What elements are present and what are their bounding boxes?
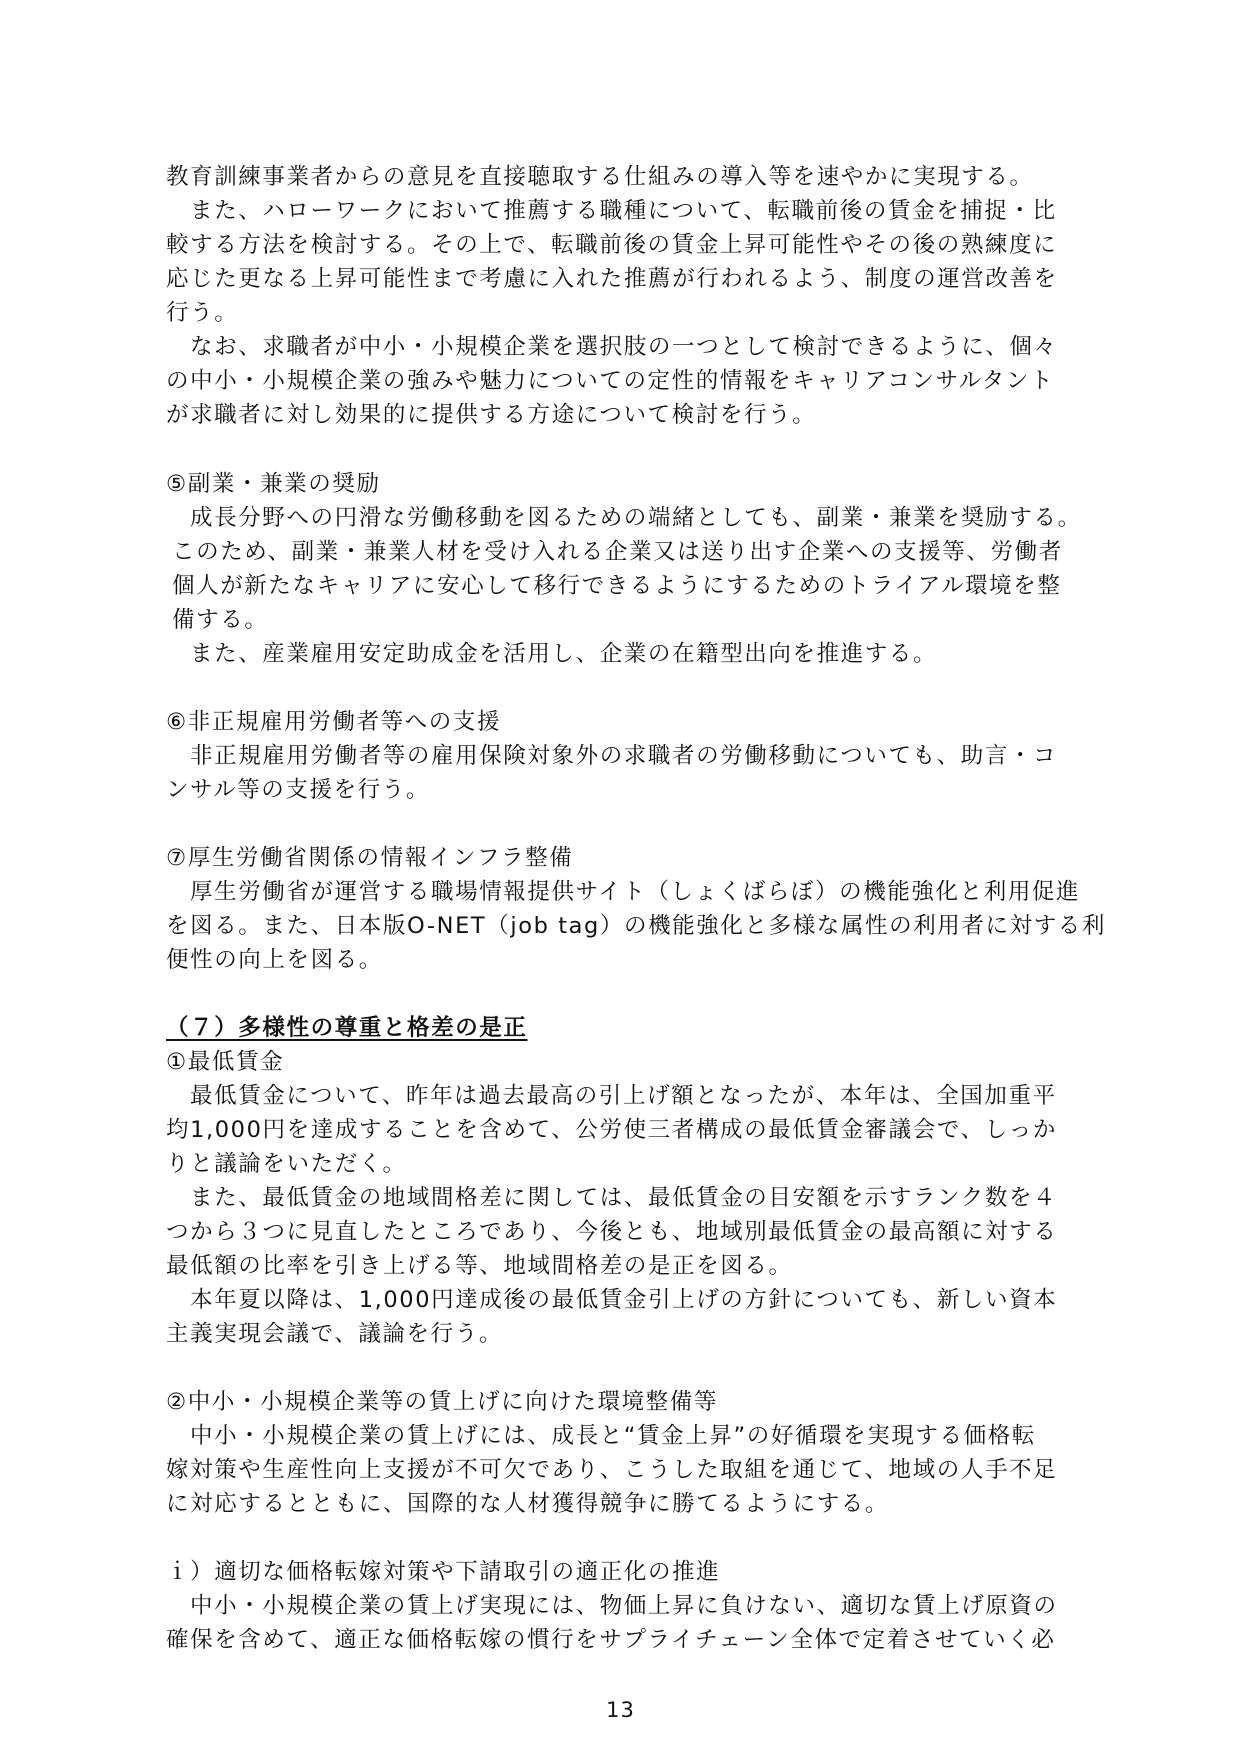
paragraph-line: 行う。: [166, 300, 239, 326]
paragraph-line: が求職者に対し効果的に提供する方途について検討を行う。: [166, 402, 817, 428]
paragraph-line: 便性の向上を図る。: [166, 947, 383, 973]
paragraph-line: 嫁対策や生産性向上支援が不可欠であり、こうした取組を通じて、地域の人手不足: [166, 1457, 1058, 1483]
paragraph-line: このため、副業・兼業人材を受け入れる企業又は送り出す企業への支援等、労働者: [172, 539, 1063, 565]
section-heading-price-pass-through: ｉ）適切な価格転嫁対策や下請取引の適正化の推進: [166, 1559, 721, 1585]
paragraph-line: 最低賃金について、昨年は過去最高の引上げ額となったが、本年は、全国加重平: [190, 1083, 1057, 1109]
page-number: 13: [606, 1698, 635, 1722]
paragraph-line: つから３つに見直したところであり、今後とも、地域別最低賃金の最高額に対する: [166, 1219, 1058, 1245]
paragraph-line: に対応するとともに、国際的な人材獲得競争に勝てるようにする。: [166, 1491, 890, 1517]
paragraph-line: ンサル等の支援を行う。: [166, 777, 430, 803]
paragraph-line: 個人が新たなキャリアに安心して移行できるようにするためのトライアル環境を整: [172, 573, 1062, 599]
section-heading-side-job: ⑤副業・兼業の奨励: [166, 471, 381, 497]
paragraph-line: 備する。: [172, 607, 269, 633]
section-heading-non-regular: ⑥非正規雇用労働者等への支援: [166, 709, 502, 735]
paragraph-line: りと議論をいただく。: [166, 1151, 407, 1177]
paragraph-line: 中小・小規模企業の賃上げ実現には、物価上昇に負けない、適切な賃上げ原資の: [190, 1593, 1058, 1619]
paragraph-line: 厚生労働省が運営する職場情報提供サイト（しょくばらぼ）の機能強化と利用促進: [190, 879, 1081, 905]
paragraph-line: 確保を含めて、適正な価格転嫁の慣行をサプライチェーン全体で定着させていく必: [166, 1627, 1056, 1653]
paragraph-line: 中小・小規模企業の賃上げには、成長と“賃金上昇”の好循環を実現する価格転: [190, 1423, 1036, 1449]
paragraph-line: また、産業雇用安定助成金を活用し、企業の在籍型出向を推進する。: [190, 641, 938, 667]
paragraph-line: 教育訓練事業者からの意見を直接聴取する仕組みの導入等を速やかに実現する。: [166, 164, 1034, 190]
section-heading-diversity: （７）多様性の尊重と格差の是正: [166, 1015, 528, 1041]
paragraph-line: なお、求職者が中小・小規模企業を選択肢の一つとして検討できるように、個々: [190, 334, 1058, 360]
paragraph-line: 均1,000円を達成することを含めて、公労使三者構成の最低賃金審議会で、しっか: [166, 1117, 1057, 1143]
section-heading-minimum-wage: ①最低賃金: [166, 1049, 285, 1075]
paragraph-line: 本年夏以降は、1,000円達成後の最低賃金引上げの方針についても、新しい資本: [190, 1287, 1058, 1313]
paragraph-line: を図る。また、日本版O-NET（job tag）の機能強化と多様な属性の利用者に対する利: [166, 913, 1106, 939]
section-heading-sme-wage: ②中小・小規模企業等の賃上げに向けた環境整備等: [166, 1389, 718, 1415]
paragraph-line: の中小・小規模企業の強みや魅力についての定性的情報をキャリアコンサルタント: [166, 368, 1055, 394]
paragraph-line: 最低額の比率を引き上げる等、地域間格差の是正を図る。: [166, 1253, 793, 1279]
paragraph-line: 応じた更なる上昇可能性まで考慮に入れた推薦が行われるよう、制度の運営改善を: [166, 266, 1058, 292]
paragraph-line: また、ハローワークにおいて推薦する職種について、転職前後の賃金を捕捉・比: [190, 198, 1057, 224]
paragraph-line: 較する方法を検討する。その上で、転職前後の賃金上昇可能性やその後の熟練度に: [166, 232, 1058, 258]
paragraph-line: また、最低賃金の地域間格差に関しては、最低賃金の目安額を示すランク数を４: [190, 1185, 1058, 1211]
paragraph-line: 成長分野への円滑な労働移動を図るための端緒としても、副業・兼業を奨励する。: [190, 505, 1082, 531]
section-heading-info-infra: ⑦厚生労働省関係の情報インフラ整備: [166, 845, 574, 871]
paragraph-line: 非正規雇用労働者等の雇用保険対象外の求職者の労働移動についても、助言・コ: [190, 743, 1058, 769]
paragraph-line: 主義実現会議で、議論を行う。: [166, 1321, 503, 1347]
